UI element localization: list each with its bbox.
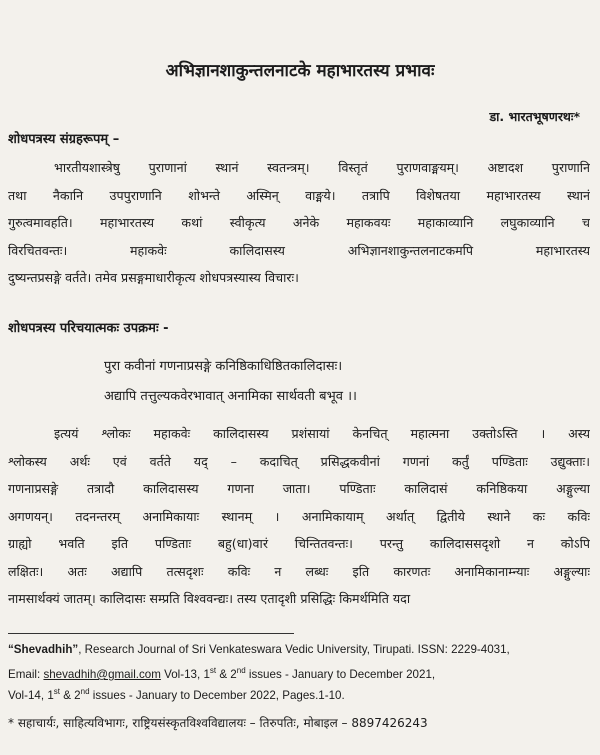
- volume-13-text: & 2: [216, 667, 237, 681]
- paragraph-line: श्लोकस्य अर्थः एवं वर्तते यद् – कदाचित् प्रसिद्धकवीनां गणनां कर्तुं पण्डिताः उद्युक्ताः।: [8, 453, 590, 469]
- verse-line: अद्यापि तत्तुल्यकवेरभावात् अनामिका सार्थवती बभूव ।।: [104, 389, 357, 404]
- verse-block: [104, 352, 357, 412]
- footnote-divider: [8, 633, 294, 634]
- paragraph-line: ग्राह्यो भवति इति पण्डिताः बहु(धा)वारं चिन्तितवन्तः। परन्तु कालिदाससदृशो न कोऽपि: [8, 536, 590, 551]
- paragraph-line: गणनाप्रसङ्गे तत्रादौ कालिदासस्य गणना जाता। पण्डिताः कालिदासं कनिष्ठिकया अङ्गुल्या: [8, 481, 590, 496]
- summary-paragraph: [8, 154, 590, 292]
- ordinal-suffix: nd: [236, 666, 246, 675]
- paragraph-line: तथा नैकानि उपपुराणानि शोभन्ते अस्मिन् वाङ्मये। तत्रापि विशेषतया महाभारतस्य स्थानं: [8, 187, 590, 203]
- paragraph-line: इत्ययं श्लोकः महाकवेः कालिदासस्य प्रशंसायां केनचित् महात्मना उक्तोऽस्ति । अस्य: [54, 426, 590, 441]
- section-heading-introduction: शोधपत्रस्य परिचयात्मकः उपक्रमः -: [8, 321, 169, 336]
- paragraph-line: नामसार्थक्यं जातम्। कालिदासः सम्प्रति विश्ववन्द्यः। तस्य एतादृशी प्रसिद्धिः किमर्थमिति यदा: [8, 591, 411, 606]
- paragraph-line: लक्षितः। अतः अद्यापि तत्सदृशः कविः न लब्धः इति कारणतः अनामिकानाम्न्याः अङ्गुल्याः: [8, 563, 590, 579]
- email-label: Email:: [8, 667, 44, 681]
- ordinal-suffix: st: [209, 666, 217, 675]
- footnote-volume-line: [8, 682, 598, 705]
- journal-details: , Research Journal of Sri Venkateswara Vedic University, Tirupati. ISSN: 2229-4031,: [78, 643, 510, 656]
- journal-name: “Shevadhih”: [8, 643, 79, 656]
- paragraph-line: गुरुत्वमावहति। महाभारतस्य कथां स्वीकृत्य अनेके महाकवयः महाकाव्यानि लघुकाव्यानि च: [8, 215, 590, 230]
- section-heading-summary: शोधपत्रस्य संग्रहरूपम् –: [8, 132, 120, 147]
- paragraph-line: विरचितवन्तः। महाकवेः कालिदासस्य अभिज्ञानशाकुन्तलनाटकमपि महाभारतस्य: [8, 242, 590, 258]
- volume-14-text: & 2: [60, 688, 81, 702]
- footnote-email-line: [8, 661, 598, 684]
- paper-title: अभिज्ञानशाकुन्तलनाटके महाभारतस्य प्रभावः: [165, 61, 435, 81]
- paragraph-line: अगणयन्। तदनन्तरम् अनामिकायाः स्थानम् । अनामिकायाम् अर्थात् द्वितीये स्थाने कः कविः: [8, 508, 590, 524]
- paragraph-line: भारतीयशास्त्रेषु पुराणानां स्थानं स्वतन्त्रम्। विस्तृतं पुराणवाङ्मयम्। अष्टादश पुराणानि: [54, 160, 590, 175]
- author-affiliation: * सहाचार्यः, साहित्यविभागः, राष्ट्रियसंस्कृतविश्वविद्यालयः – तिरुपतिः, मोबाइल – 8897426243: [8, 716, 428, 730]
- volume-13-text: Vol-13, 1: [160, 667, 210, 681]
- author-name: डा. भारतभूषणरथः*: [489, 109, 580, 124]
- ordinal-suffix: nd: [80, 687, 90, 696]
- email-link[interactable]: shevadhih@gmail.com: [43, 667, 161, 681]
- ordinal-suffix: st: [53, 687, 60, 696]
- volume-13-text: issues - January to December 2021,: [245, 667, 436, 681]
- volume-14-text: issues - January to December 2022, Pages.1-10.: [89, 688, 345, 702]
- volume-14-text: Vol-14, 1: [8, 688, 54, 702]
- paragraph-line: दुष्यन्तप्रसङ्गे वर्तते। तमेव प्रसङ्गमाधारीकृत्य शोधपत्रस्यास्य विचारः।: [8, 270, 299, 285]
- introduction-paragraph: [8, 420, 590, 613]
- footnote-journal-line: [8, 640, 598, 660]
- verse-line: पुरा कवीनां गणनाप्रसङ्गे कनिष्ठिकाधिष्ठितकालिदासः।: [104, 359, 343, 374]
